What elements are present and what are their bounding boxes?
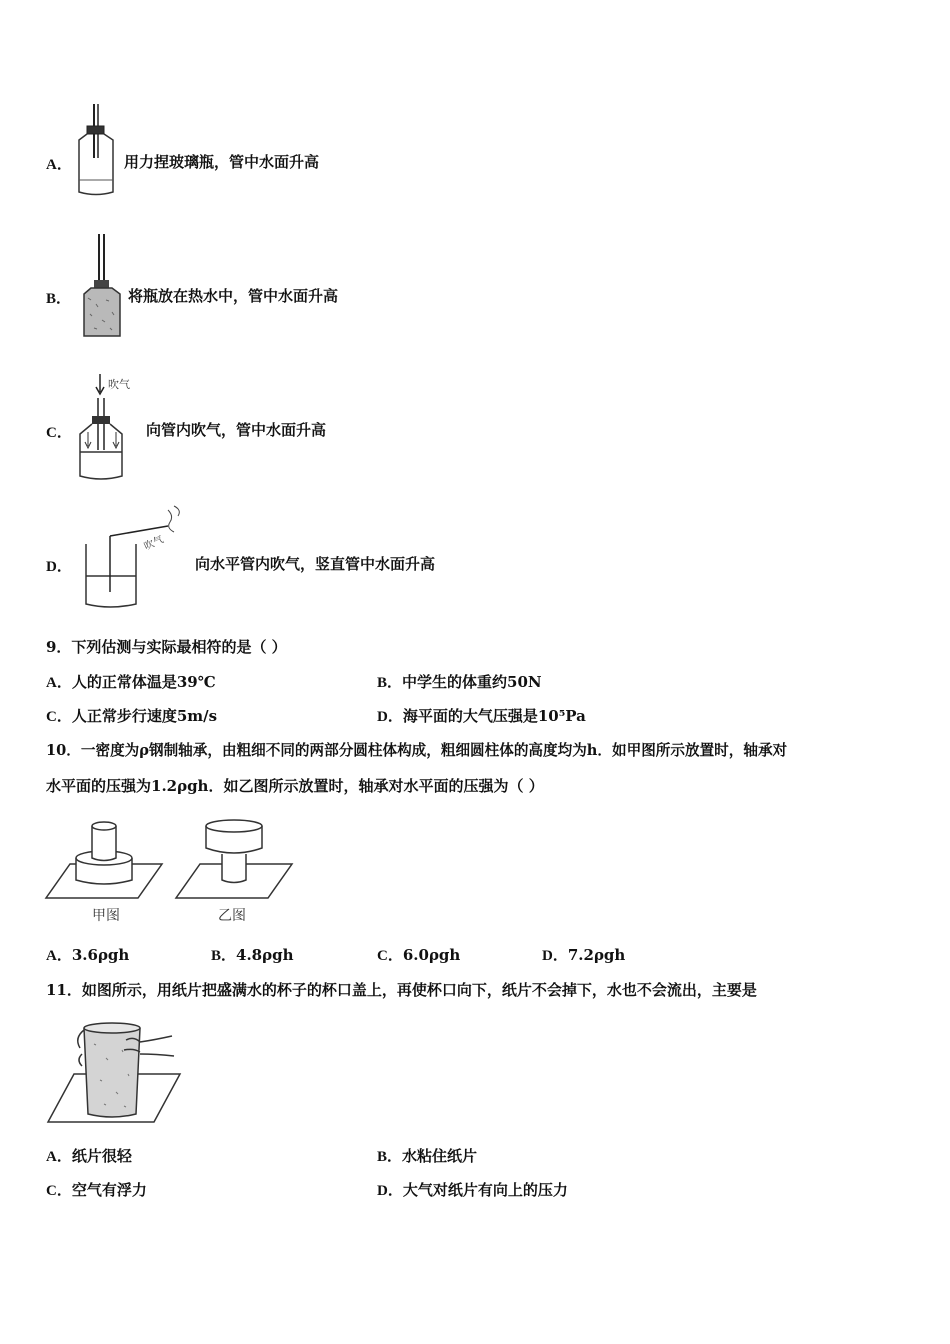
q9-option-d-letter: D． bbox=[377, 709, 403, 725]
q10-option-d bbox=[542, 945, 625, 966]
q10-option-c-letter: C． bbox=[377, 948, 403, 964]
q9-option-a-letter: A． bbox=[46, 675, 72, 691]
q8-figure-d-label: 吹气 bbox=[142, 534, 166, 553]
q9-option-d bbox=[377, 706, 586, 727]
q9-option-b-letter: B． bbox=[377, 675, 403, 691]
q11-option-b-text: 水粘住纸片 bbox=[402, 1147, 478, 1165]
q9-option-c bbox=[46, 706, 217, 727]
q10-figure-yi bbox=[174, 818, 294, 900]
q10-figure-jia-label: 甲图 bbox=[92, 908, 120, 924]
q10-option-a-letter: A． bbox=[46, 948, 72, 964]
q11-option-a-letter: A． bbox=[46, 1149, 72, 1165]
q11-option-d bbox=[377, 1180, 568, 1201]
q8-figure-a bbox=[70, 100, 120, 200]
q11-option-b bbox=[377, 1146, 477, 1167]
q9-stem: 9．下列估测与实际最相符的是（ ） bbox=[46, 638, 287, 656]
q10-option-b bbox=[211, 945, 293, 966]
q8-option-d-text: 向水平管内吹气，竖直管中水面升高 bbox=[195, 555, 436, 573]
q11-stem: 11．如图所示，用纸片把盛满水的杯子的杯口盖上，再使杯口向下，纸片不会掉下，水也不会流出，主要是 bbox=[46, 981, 757, 999]
q11-option-a bbox=[46, 1146, 132, 1167]
q10-option-b-text: 4.8ρgh bbox=[236, 946, 294, 964]
q11-option-d-letter: D． bbox=[377, 1183, 403, 1199]
q11-figure-cup bbox=[44, 1014, 184, 1126]
q8-option-b-text: 将瓶放在热水中，管中水面升高 bbox=[128, 287, 339, 305]
q10-option-b-letter: B． bbox=[211, 948, 237, 964]
q10-option-d-letter: D． bbox=[542, 948, 568, 964]
q9-option-a-text: 人的正常体温是39℃ bbox=[71, 673, 216, 691]
q10-figure-jia bbox=[44, 818, 164, 900]
q11-option-c-letter: C． bbox=[46, 1183, 72, 1199]
q8-option-a-text: 用力捏玻璃瓶，管中水面升高 bbox=[124, 153, 320, 171]
q11-option-a-text: 纸片很轻 bbox=[71, 1147, 132, 1165]
q10-option-a-text: 3.6ρgh bbox=[71, 946, 130, 964]
q9-option-a bbox=[46, 672, 216, 693]
q8-figure-d bbox=[80, 500, 190, 612]
q10-stem-line2: 水平面的压强为1.2ρgh．如乙图所示放置时，轴承对水平面的压强为（ ） bbox=[46, 777, 544, 795]
q10-option-c bbox=[377, 945, 460, 966]
q10-option-d-text: 7.2ρgh bbox=[567, 946, 626, 964]
q9-option-b-text: 中学生的体重约50N bbox=[402, 673, 542, 691]
q8-option-c-text: 向管内吹气，管中水面升高 bbox=[146, 421, 327, 439]
q9-option-d-text: 海平面的大气压强是10⁵Pa bbox=[402, 707, 586, 725]
q11-option-d-text: 大气对纸片有向上的压力 bbox=[402, 1181, 568, 1199]
q8-figure-b bbox=[76, 232, 126, 340]
q8-figure-c bbox=[72, 370, 152, 488]
q8-option-a-letter: A． bbox=[46, 157, 72, 173]
q8-option-c-letter: C． bbox=[46, 425, 72, 441]
q9-option-c-text: 人正常步行速度5m/s bbox=[71, 707, 218, 725]
q10-option-a bbox=[46, 945, 129, 966]
q10-figure-yi-label: 乙图 bbox=[218, 908, 246, 924]
q9-option-c-letter: C． bbox=[46, 709, 72, 725]
q11-option-c-text: 空气有浮力 bbox=[71, 1181, 147, 1199]
q10-stem-line1: 10．一密度为ρ钢制轴承，由粗细不同的两部分圆柱体构成，粗细圆柱体的高度均为h．如甲图所示放置时，轴承对 bbox=[46, 742, 788, 759]
q11-option-b-letter: B． bbox=[377, 1149, 403, 1165]
q8-figure-c-label: 吹气 bbox=[108, 378, 130, 391]
q11-option-c bbox=[46, 1180, 147, 1201]
q10-option-c-text: 6.0ρgh bbox=[402, 946, 461, 964]
q8-option-d-letter: D． bbox=[46, 559, 72, 575]
q9-option-b bbox=[377, 672, 542, 693]
q8-option-b-letter: B． bbox=[46, 291, 72, 307]
